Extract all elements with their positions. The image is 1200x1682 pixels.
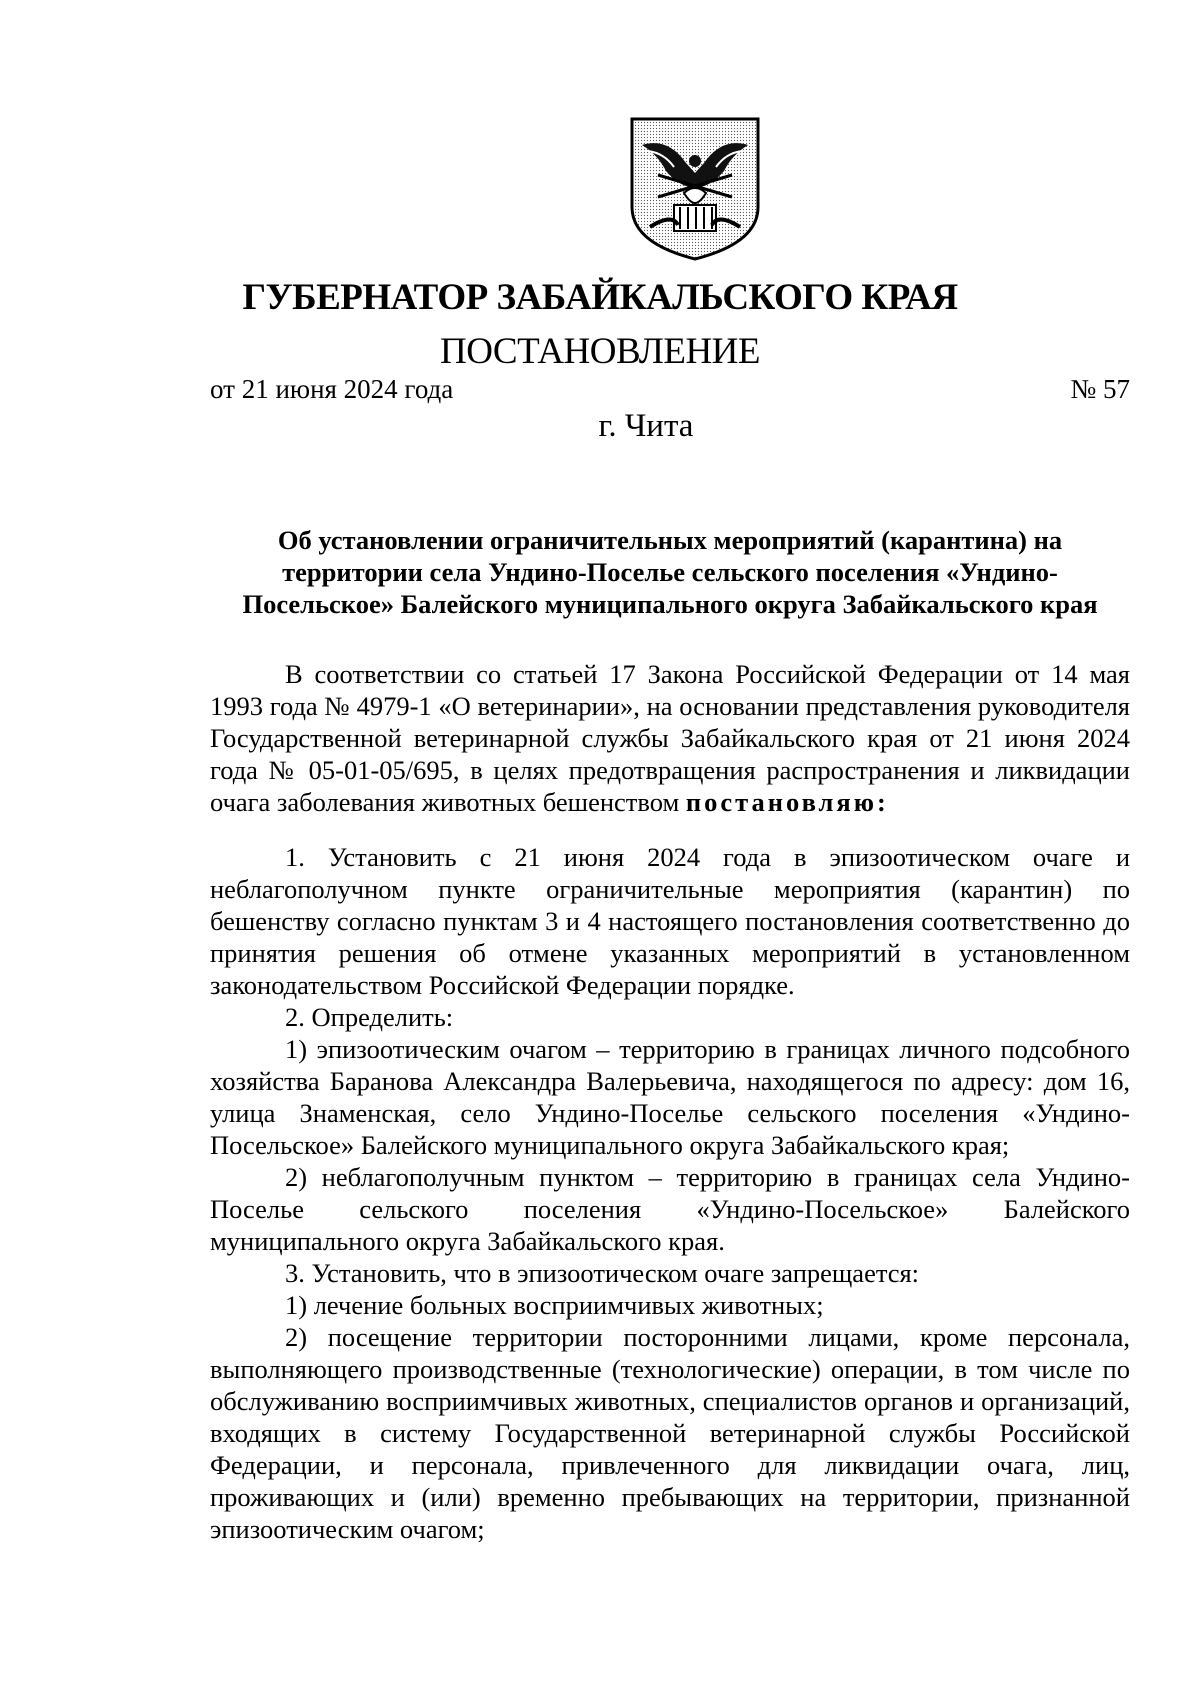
document-type: ПОСТАНОВЛЕНИЕ [440, 331, 760, 372]
document-body [210, 658, 1130, 1545]
preamble-text: В соответствии со статьей 17 Закона Российской Федерации от 14 мая 1993 года № 4979-1 «О ветеринарии», на основании представления руководителя Государственной ветеринарной службы Забайкальского края от 21 июня 2024 года № 05-01-05/695, в целях предотвращения распространения и ликвидации очага заболевания животных бешенством [210, 659, 1130, 817]
paragraph-2-1: 1) эпизоотическим очагом – территорию в границах личного подсобного хозяйства Баранова Александра Валерьевича, находящегося по адресу: дом 16, улица Знаменская, село Ундино-Поселье сельского поселения «Ундино-Посельское» Балейского муниципального округа Забайкальского края; [210, 1034, 1130, 1160]
preamble-paragraph [210, 658, 1130, 818]
document-number: № 57 [1070, 374, 1130, 404]
document-date: от 21 июня 2024 года [210, 374, 454, 404]
paragraph-3: 3. Установить, что в эпизоотическом очаге запрещается: [285, 1258, 920, 1288]
paragraph-3-2: 2) посещение территории посторонними лицами, кроме персонала, выполняющего производственные (технологические) операции, в том числе по обслуживанию восприимчивых животных, специалистов органов и организаций, входящих в систему Государственной ветеринарной службы Российской Федерации, и персонала, привлеченного для ликвидации очага, лиц, проживающих и (или) временно пребывающих на территории, признанной эпизоотическим очагом; [210, 1322, 1130, 1544]
document-city: г. Чита [598, 408, 694, 444]
coat-of-arms-emblem [628, 115, 762, 263]
document-title: Об установлении ограничительных мероприятий (карантина) на территории села Ундино-Поселье сельского поселения «Ундино-Посельское» Балейского муниципального округа Забайкальского края [242, 525, 1098, 619]
resolve-word: постановляю: [685, 787, 889, 817]
paragraph-1: 1. Установить с 21 июня 2024 года в эпизоотическом очаге и неблагополучном пункте ограничительные мероприятия (карантин) по бешенству согласно пунктам 3 и 4 настоящего постановления соответственно до принятия решения об отмене указанных мероприятий в установленном законодательством Российской Федерации порядке. [210, 842, 1130, 1000]
organization-title: ГУБЕРНАТОР ЗАБАЙКАЛЬСКОГО КРАЯ [242, 277, 958, 318]
paragraph-2-2: 2) неблагополучным пунктом – территорию в границах села Ундино-Поселье сельского поселения «Ундино-Посельское» Балейского муниципального округа Забайкальского края. [210, 1162, 1130, 1256]
paragraph-3-1: 1) лечение больных восприимчивых животных; [285, 1290, 824, 1320]
paragraph-2: 2. Определить: [285, 1002, 454, 1032]
